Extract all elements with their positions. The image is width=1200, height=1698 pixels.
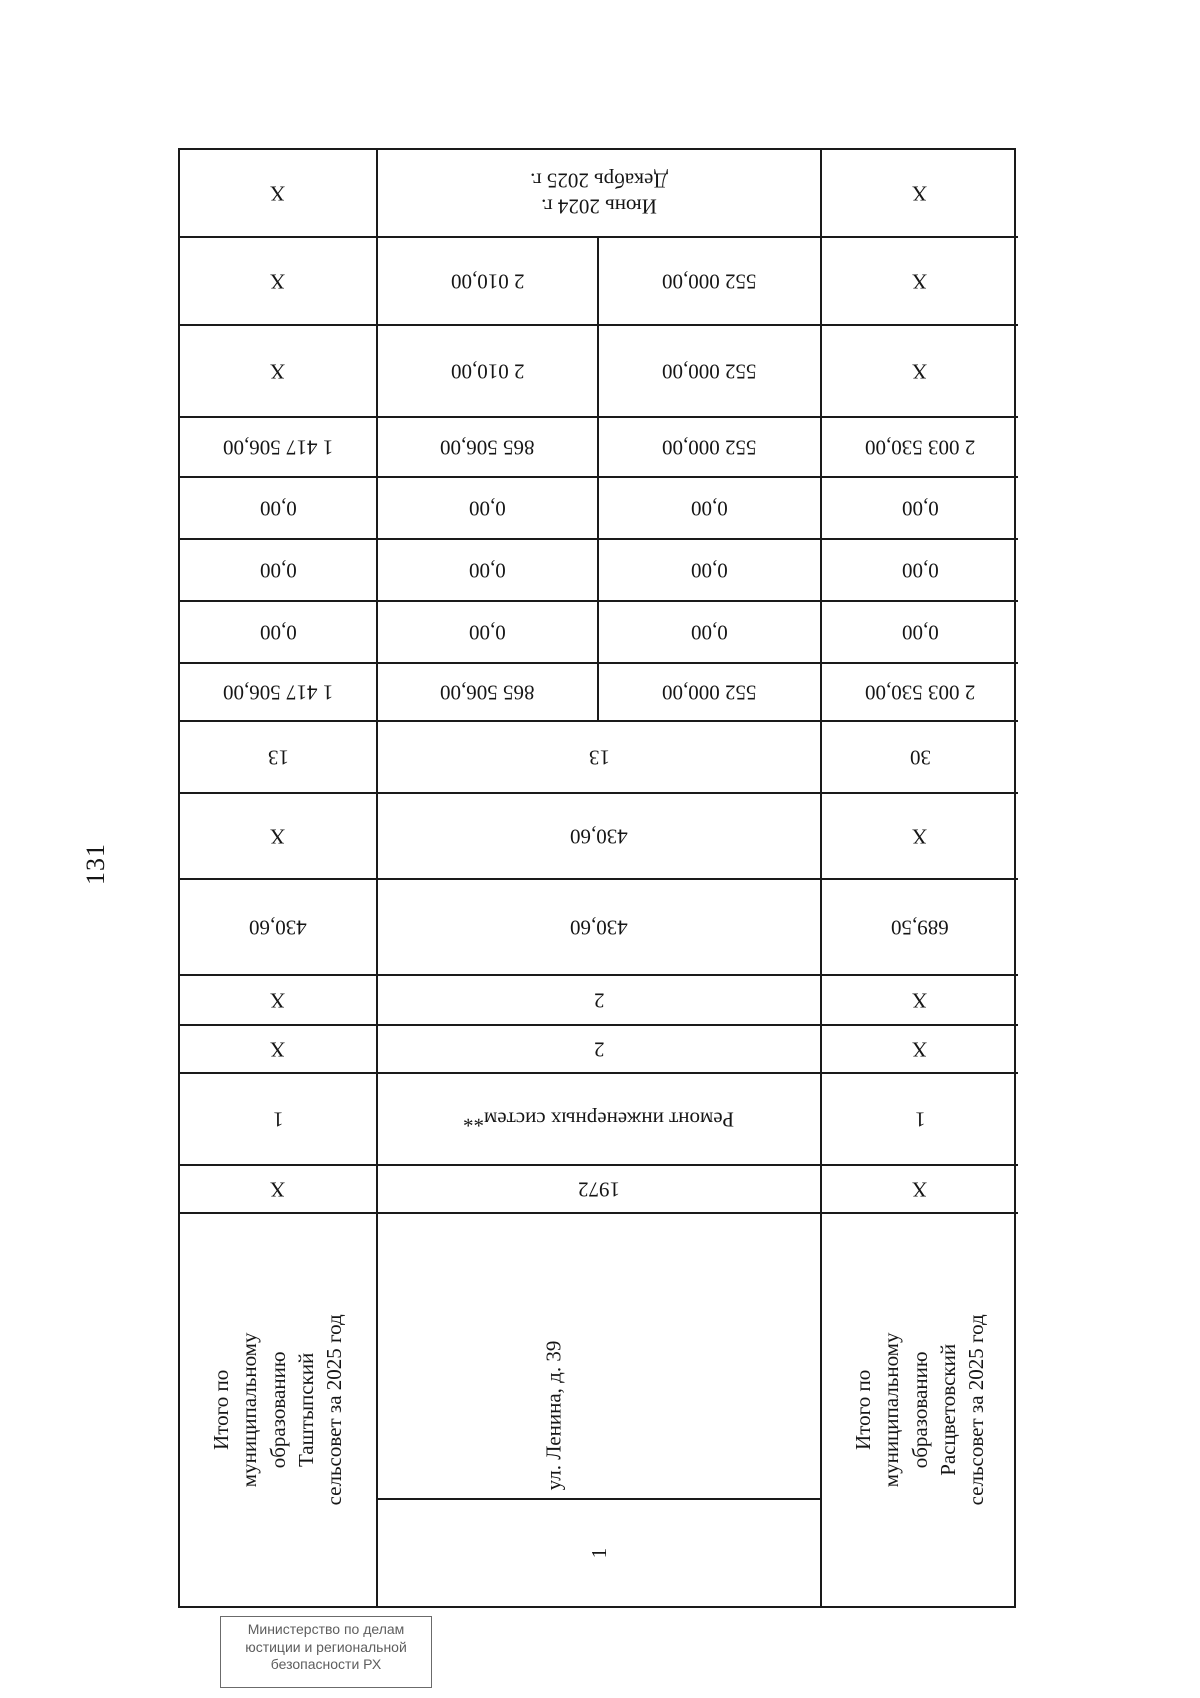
table-row [180, 602, 376, 664]
table-row [180, 238, 376, 326]
table-row [822, 602, 1018, 664]
table-row [378, 722, 820, 794]
cost-zero-cell: 0,00 [378, 602, 599, 662]
cost-zero-cell: 0,00 [259, 558, 297, 583]
table-row [180, 722, 376, 794]
table-row [180, 976, 376, 1026]
table-row [180, 1026, 376, 1074]
cost-total-cell: 552 000,00 [662, 435, 757, 460]
unit-limit-cell: 2 010,00 [378, 238, 599, 324]
cost-total-cell: 1 417 506,00 [222, 435, 334, 460]
ministry-stamp: Министерство по делам юстиции и региональной безопасности РХ [220, 1616, 432, 1688]
table-row [378, 540, 820, 602]
year-cell: Х [270, 1177, 286, 1202]
summary-label-cell: Итого по муниципальному образованию Расцветовский сельсовет за 2025 год [851, 1314, 989, 1506]
unit-cost-cell: 2 010,00 [378, 326, 599, 416]
address-cell: ул. Ленина, д. 39 [541, 1340, 566, 1490]
cost-total-2-cell: 1 417 506,00 [222, 680, 334, 705]
table-row [822, 880, 1018, 976]
cost-zero-cell: 0,00 [691, 620, 728, 645]
cost-total-2-cell: 2 003 530,00 [864, 680, 976, 705]
cost-total-2-cell: 552 000,00 [662, 680, 757, 705]
area-residential-cell: Х [270, 824, 286, 849]
table-row [378, 664, 820, 722]
table-row [378, 880, 820, 976]
table-row [822, 1074, 1018, 1166]
table-row [378, 150, 820, 238]
cost-zero-cell: 0,00 [259, 496, 297, 521]
cost-zero-cell: 0,00 [378, 540, 599, 600]
table-row [822, 722, 1018, 794]
table-band-rastsvety-total [822, 150, 1018, 1606]
table-row [378, 1026, 820, 1074]
table-row [378, 602, 820, 664]
table-row [822, 326, 1018, 418]
table-row [378, 794, 820, 880]
table-row [822, 150, 1018, 238]
area-total-cell: 430,60 [570, 915, 628, 940]
table-row [180, 1074, 376, 1166]
table-row [378, 326, 820, 418]
cost-zero-cell: 0,00 [378, 478, 599, 538]
cost-zero-cell: 0,00 [259, 620, 297, 645]
table-row [378, 1214, 820, 1606]
table-row [822, 794, 1018, 880]
table-row [378, 478, 820, 540]
table-row [180, 880, 376, 976]
summary-label-cell: Итого по муниципальному образованию Таштыпский сельсовет за 2025 год [209, 1314, 347, 1506]
unit-limit-cell: Х [270, 269, 286, 294]
area-total-cell: 430,60 [249, 915, 307, 940]
table-row [378, 1074, 820, 1166]
cost-zero-cell: 0,00 [691, 496, 728, 521]
table-row [180, 794, 376, 880]
table-row [180, 1214, 376, 1606]
table-row [180, 150, 376, 238]
cost-zero-cell: 0,00 [901, 620, 939, 645]
col-b-cell: 2 [593, 1037, 605, 1062]
table-row [378, 1166, 820, 1214]
cost-zero-cell: 0,00 [901, 558, 939, 583]
table-row [822, 976, 1018, 1026]
table-row [822, 1166, 1018, 1214]
table-row [822, 1214, 1018, 1606]
unit-cost-cell: Х [270, 359, 286, 384]
table-row [822, 664, 1018, 722]
table-row [180, 664, 376, 722]
residents-cell: 30 [909, 745, 931, 770]
row-number-cell: 1 [586, 1547, 611, 1559]
col-b-cell: Х [270, 1037, 286, 1062]
area-total-cell: 689,50 [891, 915, 949, 940]
area-residential-cell: Х [912, 824, 928, 849]
table-band-lenina-39 [376, 150, 822, 1606]
area-residential-cell: 430,60 [570, 824, 628, 849]
table-row [378, 418, 820, 478]
table-row [378, 976, 820, 1026]
table-row [180, 1166, 376, 1214]
year-cell: 1972 [578, 1177, 620, 1202]
table-row [822, 478, 1018, 540]
residents-cell: 13 [267, 745, 289, 770]
table-row [180, 540, 376, 602]
cost-zero-cell: 0,00 [901, 496, 939, 521]
cost-total-2-cell: 865 506,00 [378, 664, 599, 720]
unit-cost-cell: 552 000,00 [662, 359, 757, 384]
work-type-cell: 1 [914, 1107, 926, 1132]
table-band-tashtyp-total [180, 150, 376, 1606]
cost-total-cell: 2 003 530,00 [864, 435, 976, 460]
cost-zero-cell: 0,00 [691, 558, 728, 583]
col-a-cell: 2 [593, 988, 605, 1013]
col-b-cell: Х [912, 1037, 928, 1062]
cost-total-cell: 865 506,00 [378, 418, 599, 476]
table-row [180, 326, 376, 418]
table-row [180, 478, 376, 540]
period-cell: Июнь 2024 г. Декабрь 2025 г. [530, 168, 668, 219]
residents-cell: 13 [588, 745, 610, 770]
period-cell: Х [270, 181, 286, 206]
table-row [822, 418, 1018, 478]
work-type-cell: Ремонт инженерных систем** [463, 1107, 735, 1132]
document-table [178, 148, 1016, 1608]
table-row [180, 418, 376, 478]
year-cell: Х [912, 1177, 928, 1202]
unit-limit-cell: Х [912, 269, 928, 294]
unit-cost-cell: Х [912, 359, 928, 384]
period-cell: Х [912, 181, 928, 206]
col-a-cell: Х [912, 988, 928, 1013]
table-row [822, 238, 1018, 326]
unit-limit-cell: 552 000,00 [662, 269, 757, 294]
table-row [378, 238, 820, 326]
work-type-cell: 1 [272, 1107, 284, 1132]
col-a-cell: Х [270, 988, 286, 1013]
page-number: 131 [81, 843, 110, 885]
table-row [822, 540, 1018, 602]
table-row [822, 1026, 1018, 1074]
